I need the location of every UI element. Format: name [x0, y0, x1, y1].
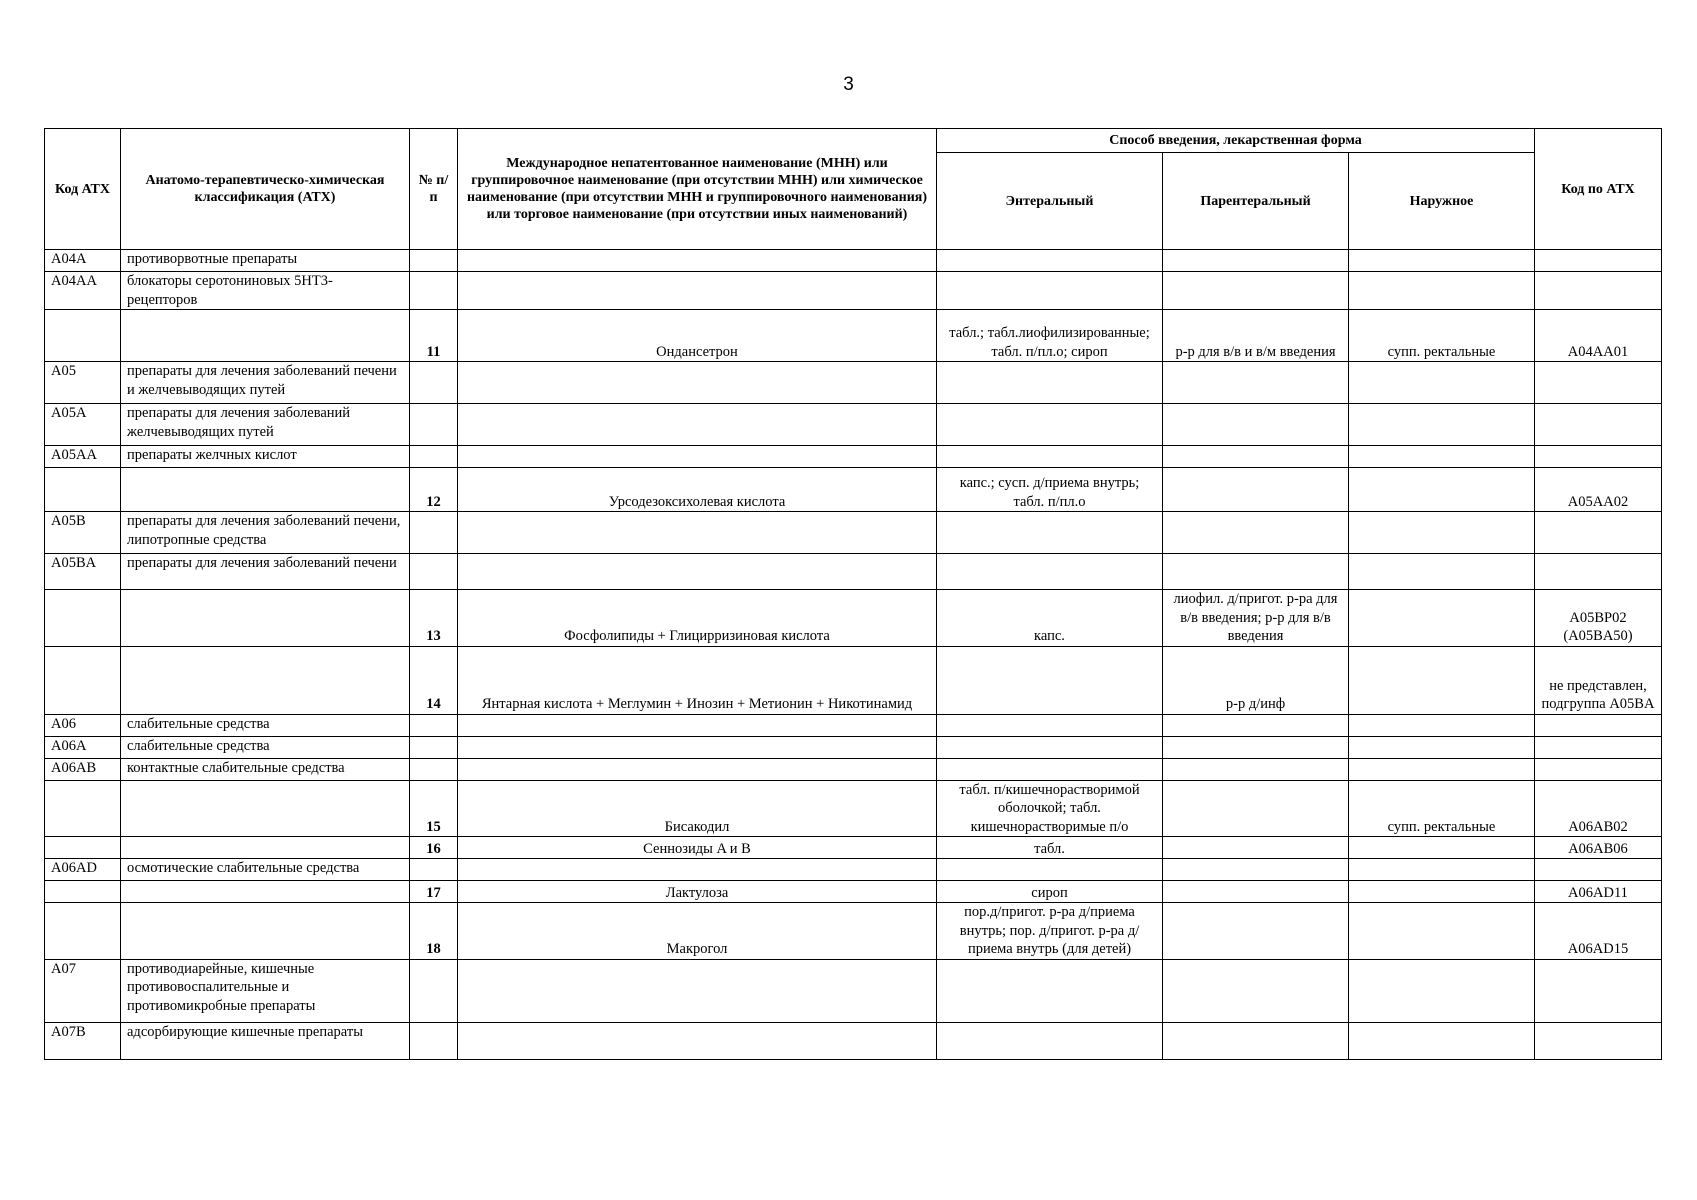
- cell-atx-ref-code: A06AB06: [1535, 837, 1662, 859]
- cell-item-number: [410, 859, 458, 881]
- cell-atx-code: A07B: [45, 1022, 121, 1059]
- cell-enteral-form: [937, 714, 1163, 736]
- cell-enteral-form: [937, 758, 1163, 780]
- table-row: [45, 780, 1662, 837]
- cell-drug-name: Янтарная кислота + Меглумин + Инозин + Метионин + Никотинамид: [458, 646, 937, 714]
- cell-atx-ref-code: A05AA02: [1535, 468, 1662, 512]
- cell-drug-name: [458, 404, 937, 446]
- cell-atx-code: A05BA: [45, 554, 121, 590]
- cell-drug-name: [458, 736, 937, 758]
- cell-parenteral-form: [1163, 446, 1349, 468]
- table-row: [45, 837, 1662, 859]
- cell-enteral-form: [937, 362, 1163, 404]
- cell-drug-name: [458, 512, 937, 554]
- cell-atx-ref-code: [1535, 362, 1662, 404]
- cell-classification: [121, 780, 410, 837]
- cell-enteral-form: [937, 1022, 1163, 1059]
- table-row: [45, 714, 1662, 736]
- table-header: [45, 129, 1662, 250]
- page-number: 3: [843, 74, 854, 95]
- cell-external-form: [1349, 512, 1535, 554]
- cell-atx-code: [45, 881, 121, 903]
- cell-parenteral-form: [1163, 272, 1349, 310]
- cell-drug-name: [458, 250, 937, 272]
- cell-classification: [121, 590, 410, 647]
- cell-external-form: [1349, 468, 1535, 512]
- cell-classification: [121, 310, 410, 362]
- header-drug-name: Международное непатентованное наименование (МНН) или группировочное наименование (при отсутствии МНН) или химическое наименование (при отсутствии МНН и группировочного наименования) или торговое наименование (при отсутствии иных наименований): [458, 129, 937, 250]
- cell-parenteral-form: [1163, 404, 1349, 446]
- cell-atx-code: A07: [45, 959, 121, 1022]
- cell-item-number: [410, 250, 458, 272]
- cell-atx-code: [45, 903, 121, 960]
- cell-item-number: [410, 446, 458, 468]
- cell-item-number: [410, 272, 458, 310]
- cell-atx-code: A05A: [45, 404, 121, 446]
- cell-atx-code: [45, 646, 121, 714]
- cell-drug-name: [458, 758, 937, 780]
- cell-atx-ref-code: [1535, 512, 1662, 554]
- cell-classification: препараты для лечения заболеваний печени, липотропные средства: [121, 512, 410, 554]
- cell-atx-ref-code: [1535, 404, 1662, 446]
- cell-enteral-form: капс.: [937, 590, 1163, 647]
- cell-classification: осмотические слабительные средства: [121, 859, 410, 881]
- cell-external-form: [1349, 881, 1535, 903]
- cell-drug-name: [458, 272, 937, 310]
- cell-parenteral-form: [1163, 512, 1349, 554]
- table-body: [45, 250, 1662, 1060]
- cell-enteral-form: сироп: [937, 881, 1163, 903]
- cell-external-form: [1349, 362, 1535, 404]
- header-atx-classification: Анатомо-терапевтическо-химическая классификация (АТХ): [121, 129, 410, 250]
- cell-drug-name: [458, 959, 937, 1022]
- cell-parenteral-form: [1163, 554, 1349, 590]
- cell-parenteral-form: лиофил. д/пригот. р-ра для в/в введения; р-р для в/в введения: [1163, 590, 1349, 647]
- cell-classification: препараты желчных кислот: [121, 446, 410, 468]
- cell-classification: слабительные средства: [121, 714, 410, 736]
- cell-atx-ref-code: [1535, 250, 1662, 272]
- cell-atx-code: A05: [45, 362, 121, 404]
- cell-parenteral-form: [1163, 250, 1349, 272]
- cell-classification: препараты для лечения заболеваний желчевыводящих путей: [121, 404, 410, 446]
- cell-enteral-form: [937, 554, 1163, 590]
- cell-enteral-form: [937, 959, 1163, 1022]
- table-row: [45, 310, 1662, 362]
- cell-atx-ref-code: A06AB02: [1535, 780, 1662, 837]
- cell-external-form: [1349, 554, 1535, 590]
- cell-classification: слабительные средства: [121, 736, 410, 758]
- cell-drug-name: [458, 446, 937, 468]
- cell-drug-name: Бисакодил: [458, 780, 937, 837]
- cell-item-number: [410, 736, 458, 758]
- table-row: [45, 646, 1662, 714]
- cell-external-form: [1349, 736, 1535, 758]
- cell-enteral-form: пор.д/пригот. р-ра д/приема внутрь; пор. д/пригот. р-ра д/приема внутрь (для детей): [937, 903, 1163, 960]
- cell-item-number: [410, 512, 458, 554]
- cell-drug-name: Сеннозиды A и B: [458, 837, 937, 859]
- cell-atx-code: A04A: [45, 250, 121, 272]
- cell-enteral-form: [937, 512, 1163, 554]
- cell-enteral-form: [937, 446, 1163, 468]
- cell-enteral-form: [937, 250, 1163, 272]
- cell-atx-ref-code: A06AD11: [1535, 881, 1662, 903]
- cell-classification: [121, 903, 410, 960]
- cell-external-form: [1349, 250, 1535, 272]
- cell-item-number: 16: [410, 837, 458, 859]
- cell-atx-code: A05AA: [45, 446, 121, 468]
- cell-atx-ref-code: [1535, 959, 1662, 1022]
- cell-atx-ref-code: [1535, 736, 1662, 758]
- table-row: [45, 736, 1662, 758]
- cell-enteral-form: [937, 859, 1163, 881]
- table-row: [45, 512, 1662, 554]
- cell-external-form: [1349, 714, 1535, 736]
- cell-parenteral-form: [1163, 780, 1349, 837]
- header-route-group: Способ введения, лекарственная форма: [937, 129, 1535, 153]
- cell-atx-code: [45, 590, 121, 647]
- cell-parenteral-form: [1163, 903, 1349, 960]
- cell-item-number: 17: [410, 881, 458, 903]
- cell-item-number: [410, 714, 458, 736]
- cell-parenteral-form: [1163, 468, 1349, 512]
- cell-item-number: [410, 362, 458, 404]
- cell-item-number: 18: [410, 903, 458, 960]
- cell-drug-name: Фосфолипиды + Глицирризиновая кислота: [458, 590, 937, 647]
- cell-atx-ref-code: [1535, 446, 1662, 468]
- cell-enteral-form: табл. п/кишечнорастворимой оболочкой; табл. кишечнорастворимые п/о: [937, 780, 1163, 837]
- cell-classification: [121, 468, 410, 512]
- cell-drug-name: Макрогол: [458, 903, 937, 960]
- cell-external-form: супп. ректальные: [1349, 310, 1535, 362]
- cell-item-number: 11: [410, 310, 458, 362]
- table-row: [45, 590, 1662, 647]
- header-enteral: Энтеральный: [937, 153, 1163, 250]
- cell-enteral-form: [937, 272, 1163, 310]
- cell-item-number: [410, 959, 458, 1022]
- cell-item-number: [410, 758, 458, 780]
- cell-external-form: [1349, 903, 1535, 960]
- cell-item-number: [410, 554, 458, 590]
- cell-enteral-form: табл.; табл.лиофилизированные; табл. п/пл.о; сироп: [937, 310, 1163, 362]
- cell-classification: препараты для лечения заболеваний печени: [121, 554, 410, 590]
- cell-drug-name: [458, 362, 937, 404]
- table-row: [45, 903, 1662, 960]
- cell-atx-code: A06AD: [45, 859, 121, 881]
- table-row: [45, 272, 1662, 310]
- cell-parenteral-form: [1163, 859, 1349, 881]
- table-row: [45, 468, 1662, 512]
- cell-item-number: [410, 404, 458, 446]
- cell-atx-code: [45, 780, 121, 837]
- cell-item-number: [410, 1022, 458, 1059]
- table-row: [45, 881, 1662, 903]
- cell-classification: противорвотные препараты: [121, 250, 410, 272]
- cell-atx-ref-code: [1535, 859, 1662, 881]
- cell-atx-ref-code: [1535, 1022, 1662, 1059]
- table-row: [45, 554, 1662, 590]
- cell-external-form: [1349, 859, 1535, 881]
- header-external: Наружное: [1349, 153, 1535, 250]
- cell-enteral-form: табл.: [937, 837, 1163, 859]
- cell-parenteral-form: [1163, 837, 1349, 859]
- table-row: [45, 1022, 1662, 1059]
- header-atx-code: Код по АТХ: [1535, 129, 1662, 250]
- cell-item-number: 14: [410, 646, 458, 714]
- cell-external-form: [1349, 272, 1535, 310]
- cell-drug-name: [458, 714, 937, 736]
- cell-enteral-form: [937, 404, 1163, 446]
- cell-external-form: [1349, 404, 1535, 446]
- cell-parenteral-form: [1163, 1022, 1349, 1059]
- cell-external-form: [1349, 1022, 1535, 1059]
- cell-enteral-form: [937, 736, 1163, 758]
- cell-drug-name: Лактулоза: [458, 881, 937, 903]
- cell-classification: [121, 881, 410, 903]
- cell-external-form: [1349, 758, 1535, 780]
- cell-item-number: 12: [410, 468, 458, 512]
- cell-external-form: [1349, 959, 1535, 1022]
- cell-atx-ref-code: [1535, 554, 1662, 590]
- cell-atx-code: [45, 310, 121, 362]
- cell-external-form: супп. ректальные: [1349, 780, 1535, 837]
- cell-atx-code: [45, 468, 121, 512]
- cell-classification: [121, 646, 410, 714]
- cell-atx-code: A06: [45, 714, 121, 736]
- table-row: [45, 859, 1662, 881]
- cell-parenteral-form: [1163, 714, 1349, 736]
- cell-enteral-form: [937, 646, 1163, 714]
- cell-parenteral-form: [1163, 362, 1349, 404]
- cell-parenteral-form: [1163, 736, 1349, 758]
- cell-atx-code: [45, 837, 121, 859]
- cell-external-form: [1349, 446, 1535, 468]
- cell-item-number: 13: [410, 590, 458, 647]
- cell-classification: блокаторы серотониновых 5HT3-рецепторов: [121, 272, 410, 310]
- cell-parenteral-form: [1163, 758, 1349, 780]
- cell-classification: адсорбирующие кишечные препараты: [121, 1022, 410, 1059]
- cell-classification: контактные слабительные средства: [121, 758, 410, 780]
- cell-parenteral-form: [1163, 959, 1349, 1022]
- cell-atx-code: A06AB: [45, 758, 121, 780]
- table-row: [45, 758, 1662, 780]
- cell-external-form: [1349, 590, 1535, 647]
- table-row: [45, 446, 1662, 468]
- table-row: [45, 250, 1662, 272]
- cell-parenteral-form: р-р для в/в и в/м введения: [1163, 310, 1349, 362]
- header-item-number: № п/п: [410, 129, 458, 250]
- cell-atx-code: A04AA: [45, 272, 121, 310]
- cell-atx-code: A05B: [45, 512, 121, 554]
- cell-parenteral-form: [1163, 881, 1349, 903]
- cell-atx-ref-code: [1535, 272, 1662, 310]
- header-parenteral: Парентеральный: [1163, 153, 1349, 250]
- cell-atx-ref-code: A06AD15: [1535, 903, 1662, 960]
- cell-classification: [121, 837, 410, 859]
- cell-atx-ref-code: A04AA01: [1535, 310, 1662, 362]
- cell-enteral-form: капс.; сусп. д/приема внутрь; табл. п/пл.о: [937, 468, 1163, 512]
- cell-external-form: [1349, 646, 1535, 714]
- table-row: [45, 959, 1662, 1022]
- cell-atx-ref-code: A05BP02 (A05BA50): [1535, 590, 1662, 647]
- cell-atx-ref-code: не представлен, подгруппа A05BA: [1535, 646, 1662, 714]
- cell-classification: препараты для лечения заболеваний печени и желчевыводящих путей: [121, 362, 410, 404]
- atc-drug-table: [44, 128, 1662, 1060]
- cell-external-form: [1349, 837, 1535, 859]
- cell-item-number: 15: [410, 780, 458, 837]
- cell-drug-name: Ондансетрон: [458, 310, 937, 362]
- cell-atx-code: A06A: [45, 736, 121, 758]
- cell-parenteral-form: р-р д/инф: [1163, 646, 1349, 714]
- header-code-atx: Код АТХ: [45, 129, 121, 250]
- cell-drug-name: [458, 554, 937, 590]
- cell-atx-ref-code: [1535, 758, 1662, 780]
- cell-atx-ref-code: [1535, 714, 1662, 736]
- table-row: [45, 404, 1662, 446]
- cell-drug-name: [458, 1022, 937, 1059]
- cell-drug-name: [458, 859, 937, 881]
- cell-classification: противодиарейные, кишечные противовоспалительные и противомикробные препараты: [121, 959, 410, 1022]
- cell-drug-name: Урсодезоксихолевая кислота: [458, 468, 937, 512]
- table-row: [45, 362, 1662, 404]
